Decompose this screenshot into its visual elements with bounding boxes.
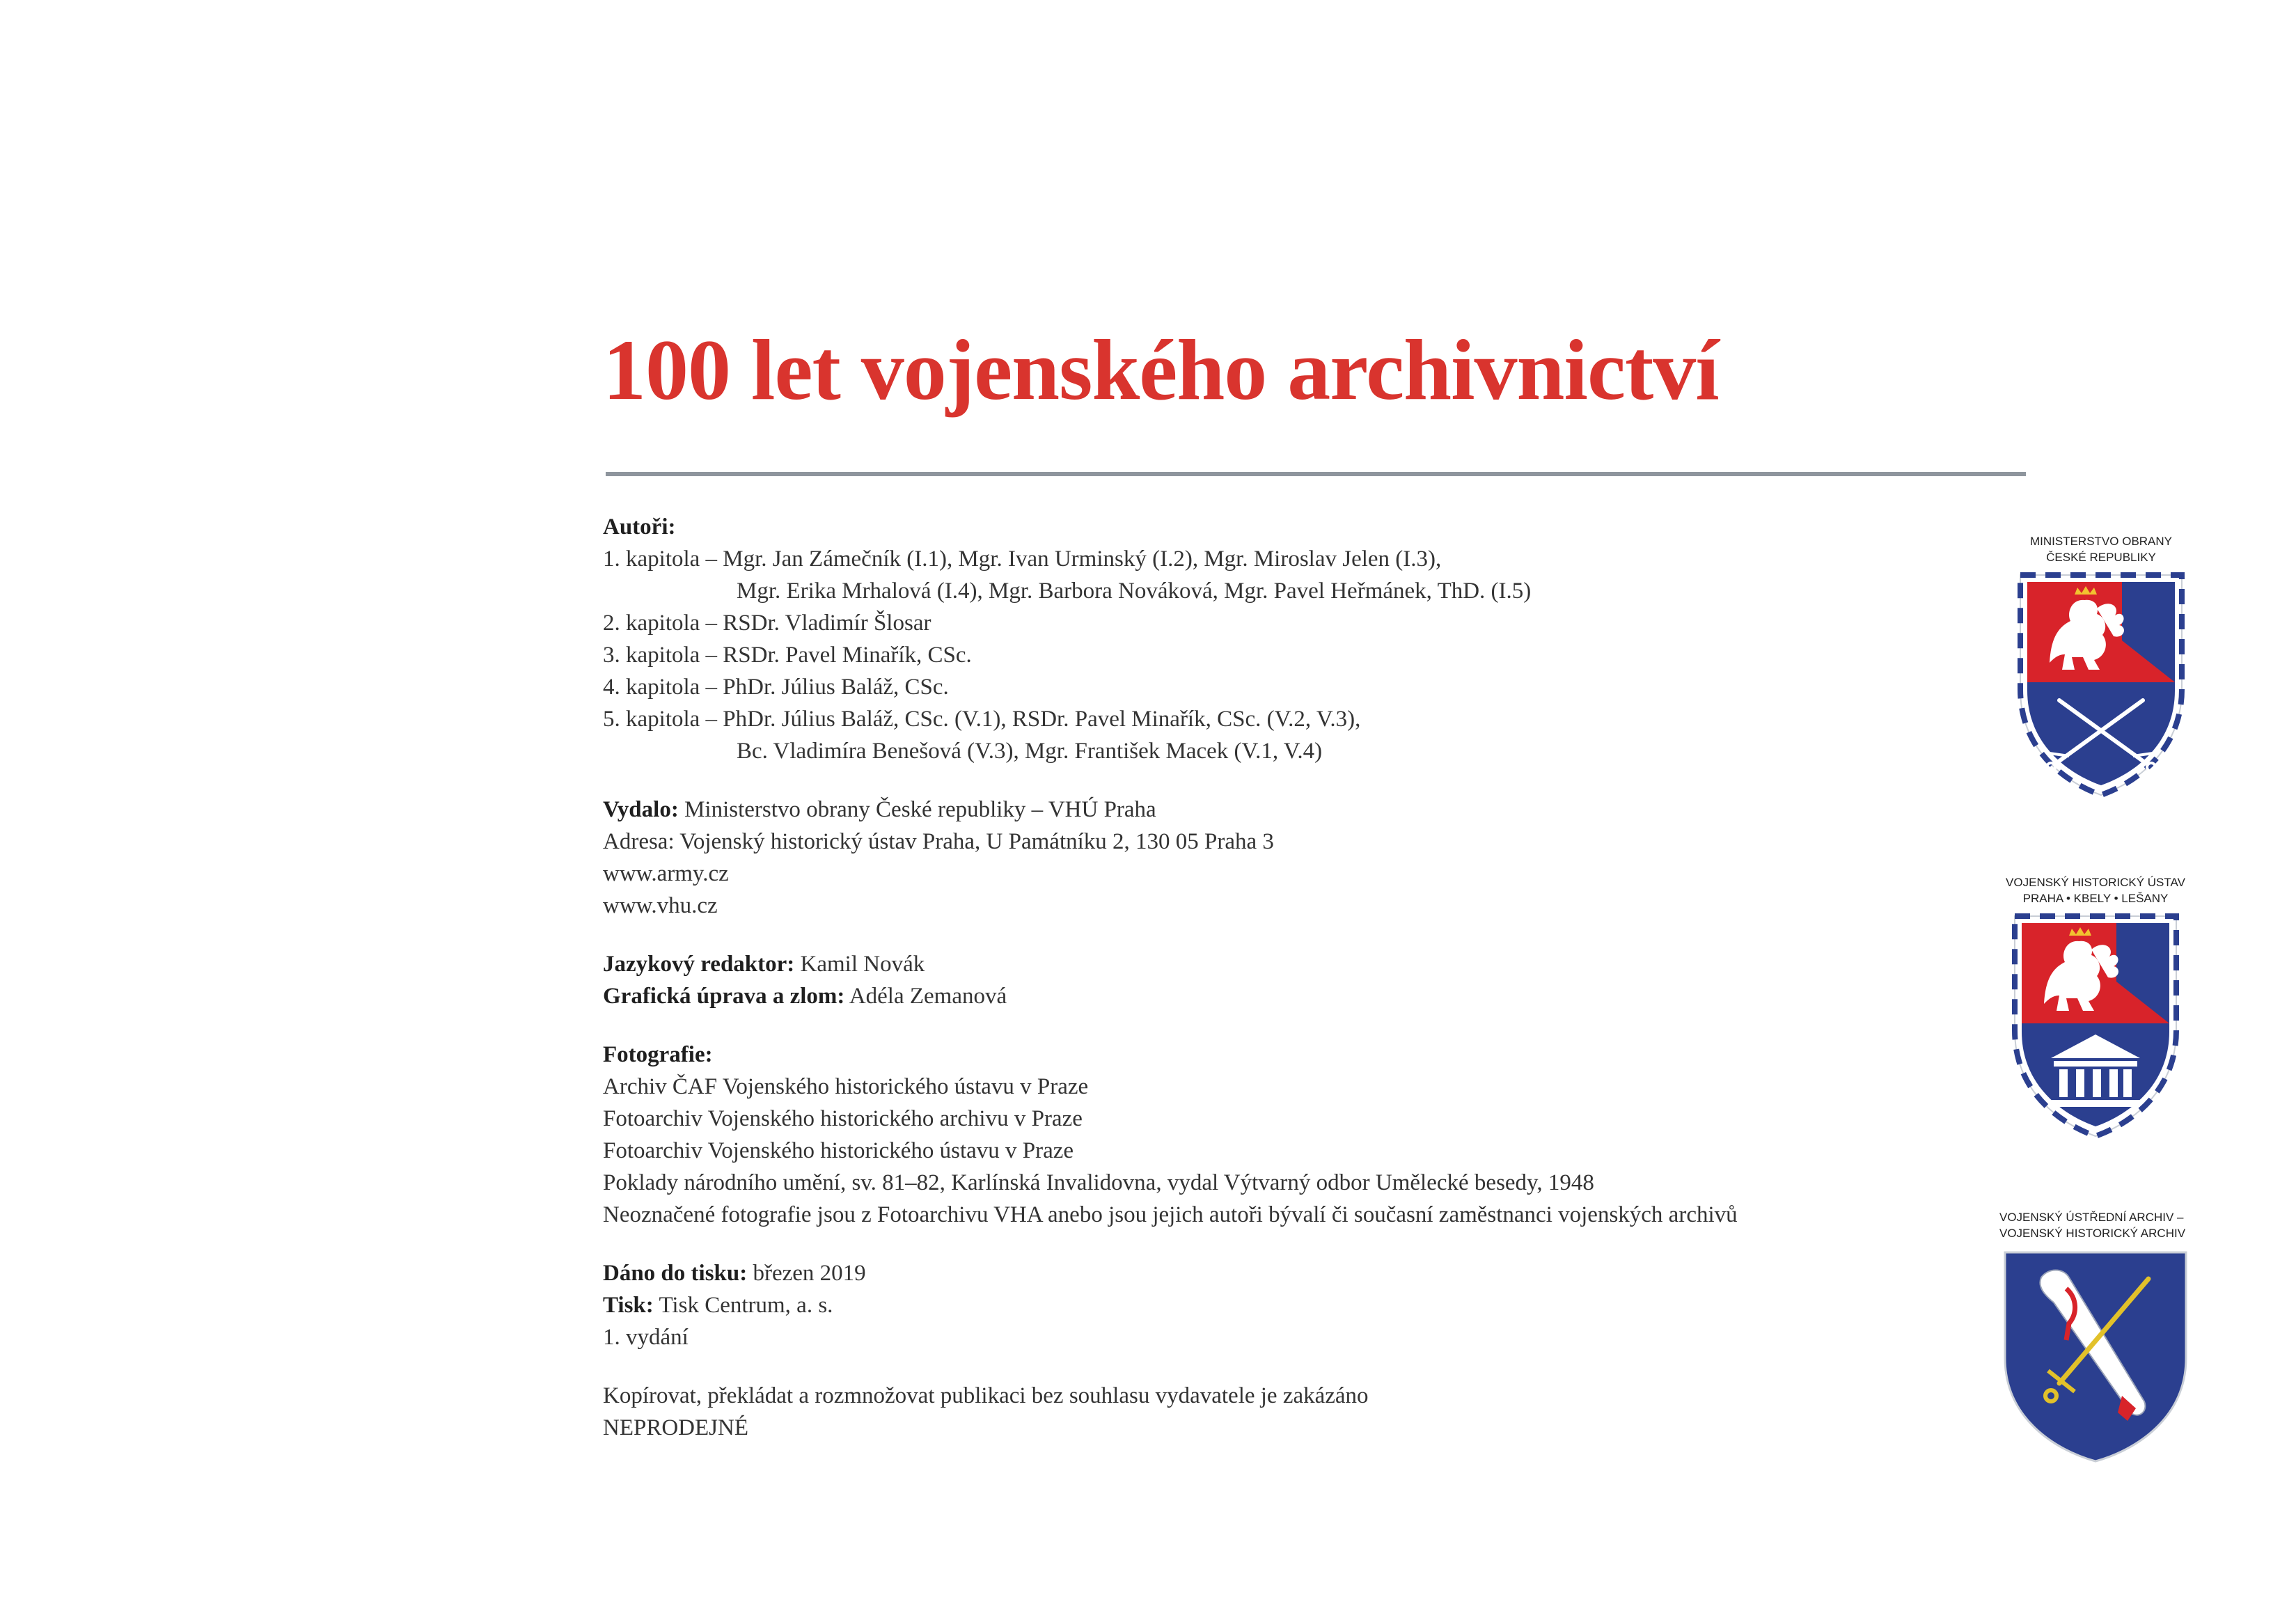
language-editor-value: Kamil Novák xyxy=(800,952,925,977)
publisher-value: Ministerstvo obrany České republiky – VHÚ Praha xyxy=(684,797,1156,822)
authors-line: Bc. Vladimíra Benešová (V.3), Mgr. František Macek (V.1, V.4) xyxy=(737,739,1323,764)
publisher-section xyxy=(603,794,1912,922)
publisher-label: Vydalo: xyxy=(603,797,679,822)
authors-section xyxy=(603,511,1912,767)
authors-line: 3. kapitola – RSDr. Pavel Minařík, CSc. xyxy=(603,643,972,668)
military-archive-coat-of-arms-icon xyxy=(1999,1247,2192,1467)
photos-section xyxy=(603,1039,1912,1231)
emblem-military-archive xyxy=(1999,1209,2186,1467)
printer-value: Tisk Centrum, a. s. xyxy=(659,1293,833,1318)
emblem-caption: PRAHA • KBELY • LEŠANY xyxy=(2022,892,2169,905)
print-date-label: Dáno do tisku: xyxy=(603,1261,748,1286)
website-vhu[interactable]: www.vhu.cz xyxy=(603,893,718,918)
design-value: Adéla Zemanová xyxy=(849,984,1007,1009)
language-editor-label: Jazykový redaktor: xyxy=(603,952,795,977)
emblem-caption: ČESKÉ REPUBLIKY xyxy=(2046,551,2156,564)
photos-line: Fotoarchiv Vojenského historického ústavu v Praze xyxy=(603,1138,1074,1163)
printer-label: Tisk: xyxy=(603,1293,654,1318)
authors-line: 4. kapitola – PhDr. Július Baláž, CSc. xyxy=(603,675,949,700)
title-divider xyxy=(606,472,2026,476)
photos-line: Poklady národního umění, sv. 81–82, Karlínská Invalidovna, vydal Výtvarný odbor Umělecké besedy, 1948 xyxy=(603,1170,1594,1195)
legal-section xyxy=(603,1380,1912,1444)
copyright-notice: Kopírovat, překládat a rozmnožovat publikaci bez souhlasu vydavatele je zakázáno xyxy=(603,1383,1369,1408)
photos-line: Archiv ČAF Vojenského historického ústavu v Praze xyxy=(603,1074,1089,1099)
photos-line: Fotoarchiv Vojenského historického archivu v Praze xyxy=(603,1106,1083,1131)
emblem-military-history-institute xyxy=(2005,874,2186,1142)
military-history-institute-coat-of-arms-icon xyxy=(2011,912,2180,1142)
publisher-address: Adresa: Vojenský historický ústav Praha, U Památníku 2, 130 05 Praha 3 xyxy=(603,829,1274,854)
photos-line: Neoznačené fotografie jsou z Fotoarchivu VHA anebo jsou jejich autoři bývalí či současní zaměstnanci vojenských archivů xyxy=(603,1202,1738,1227)
photos-heading: Fotografie: xyxy=(603,1042,713,1067)
emblem-caption: VOJENSKÝ HISTORICKÝ ÚSTAV xyxy=(2006,876,2185,889)
editors-section xyxy=(603,948,1912,1012)
authors-line: 2. kapitola – RSDr. Vladimír Šlosar xyxy=(603,611,931,636)
ministry-of-defence-coat-of-arms-icon xyxy=(2016,571,2186,801)
emblem-caption: MINISTERSTVO OBRANY xyxy=(2029,535,2173,548)
print-date-value: březen 2019 xyxy=(753,1261,866,1286)
not-for-sale-notice: NEPRODEJNÉ xyxy=(603,1415,749,1440)
print-section xyxy=(603,1257,1912,1353)
page-title: 100 let vojenského archivnictví xyxy=(603,322,1719,418)
colophon xyxy=(603,511,1912,1470)
authors-line: 1. kapitola – Mgr. Jan Zámečník (I.1), Mgr. Ivan Urminský (I.2), Mgr. Miroslav Jelen (I.3), xyxy=(603,546,1442,572)
emblem-caption: VOJENSKÝ ÚSTŘEDNÍ ARCHIV – xyxy=(1999,1211,2184,1224)
authors-line: 5. kapitola – PhDr. Július Baláž, CSc. (V.1), RSDr. Pavel Minařík, CSc. (V.2, V.3), xyxy=(603,707,1361,732)
authors-line: Mgr. Erika Mrhalová (I.4), Mgr. Barbora Nováková, Mgr. Pavel Heřmánek, ThD. (I.5) xyxy=(737,579,1532,604)
edition: 1. vydání xyxy=(603,1325,689,1350)
emblem-ministry-of-defence xyxy=(2011,533,2192,801)
emblem-caption: VOJENSKÝ HISTORICKÝ ARCHIV xyxy=(1999,1227,2186,1240)
website-army[interactable]: www.army.cz xyxy=(603,861,729,886)
design-label: Grafická úprava a zlom: xyxy=(603,984,845,1009)
authors-heading: Autoři: xyxy=(603,514,676,540)
